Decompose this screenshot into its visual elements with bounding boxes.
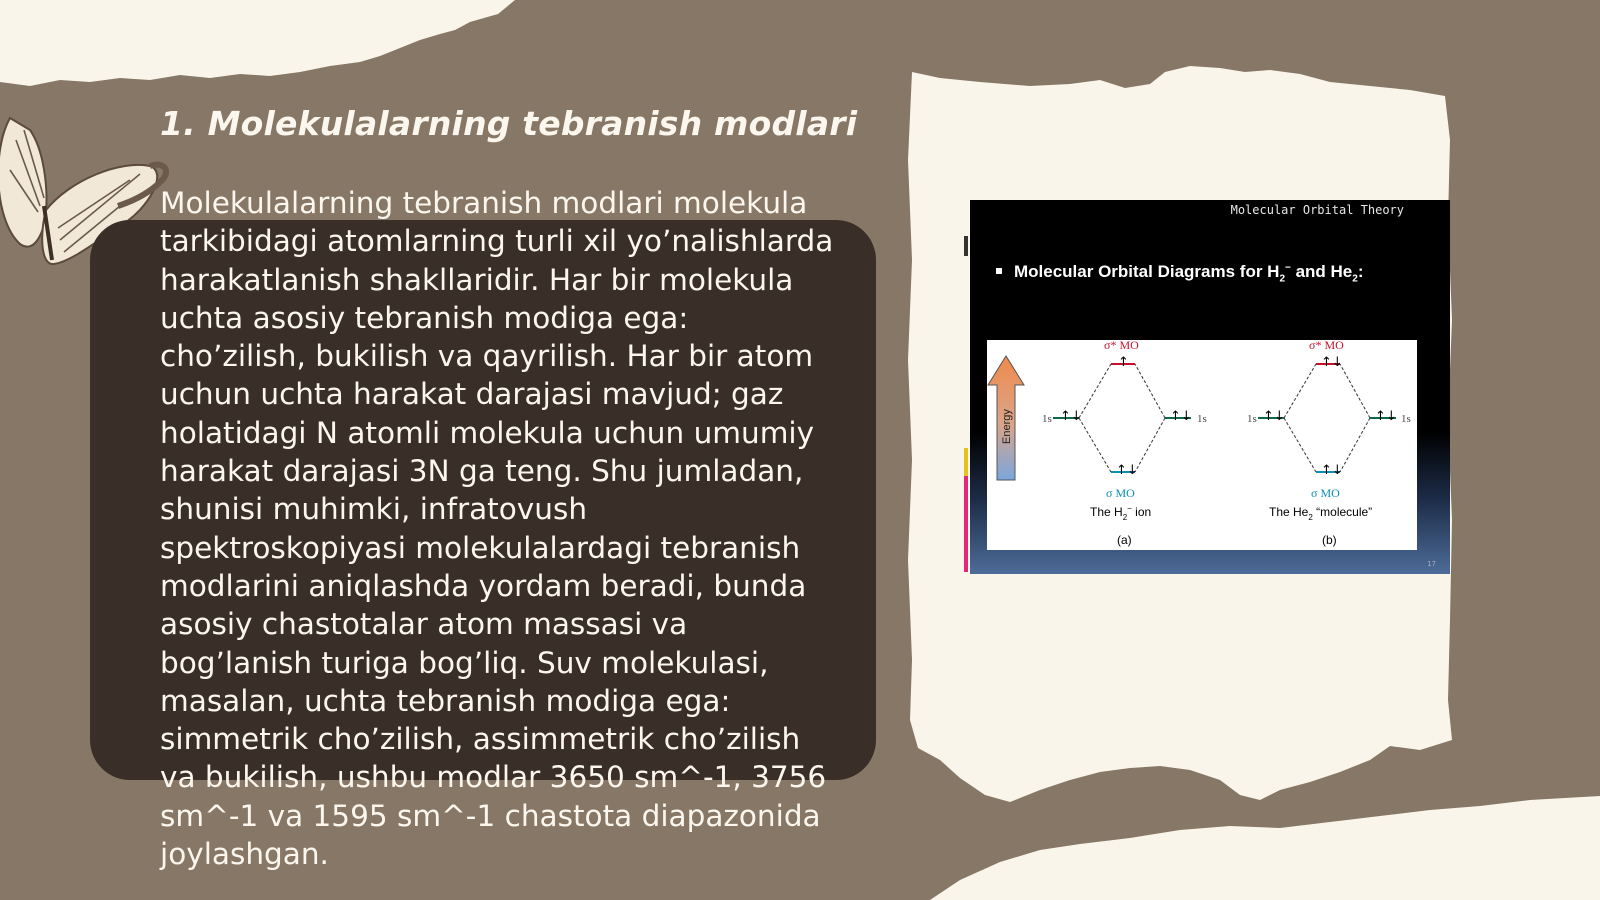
bullet-sub-2: 2 <box>1352 273 1358 285</box>
svg-text:↑↓: ↑↓ <box>1170 409 1192 424</box>
svg-text:↑↓: ↑↓ <box>1263 409 1285 424</box>
embedded-slide-image <box>970 200 1450 574</box>
mo-diagram-svg <box>987 340 1417 550</box>
ao-label-a-left: 1s <box>1042 413 1052 425</box>
tag-a: (a) <box>1117 533 1132 547</box>
slide-marker <box>964 236 968 256</box>
svg-text:↑↓: ↑↓ <box>1321 463 1343 478</box>
svg-text:↑↓: ↑↓ <box>1321 355 1343 370</box>
tag-b: (b) <box>1322 533 1337 547</box>
slide-page-number: 17 <box>1427 560 1436 568</box>
slide-bullet <box>996 262 1364 284</box>
slide-header-text: Molecular Orbital Theory <box>1230 203 1404 217</box>
caption-b: The $He_2$ “molecule” <box>1269 505 1373 522</box>
torn-paper-bottom-right <box>900 770 1600 900</box>
svg-text:↑↓: ↑↓ <box>1375 409 1397 424</box>
bullet-sup: − <box>1285 262 1291 274</box>
svg-text:↑↓: ↑↓ <box>1060 409 1082 424</box>
mo-diagram <box>987 340 1417 550</box>
body-paragraph: Molekulalarning tebranish modlari molekula tarkibidagi atomlarning turli xil yo’nalishlarda harakatlanish shakllaridir. Har bir molekula uchta asosiy tebranish modiga ega: cho’zilish, bukilish va qayrilish. Har bir atom uchun uchta harakat darajasi mavjud; gaz holatidagi N atomli molekula uchun umumiy harakat darajasi 3N ga teng. Shu jumladan, shunisi muhimki, infratovush spektroskopiyasi molekulalardagi tebranish modlarini aniqlashda yordam beradi, bunda asosiy chastotalar atom massasi va bog’lanish turiga bog’liq. Suv molekulasi, masalan, uchta tebranish modiga ega: simmetrik cho’zilish, assimmetrik cho’zilish va bukilish, ushbu modlar 3650 sm^-1, 3756 sm^-1 va 1595 sm^-1 chastota diapazonida joylashgan. <box>160 186 834 872</box>
bullet-sub: 2 <box>1279 273 1286 285</box>
sigma-star-label-a: σ* MO <box>1104 340 1139 352</box>
bullet-square-icon <box>996 268 1002 274</box>
bullet-colon: : <box>1357 262 1364 281</box>
sigma-label-b: σ MO <box>1311 486 1340 500</box>
bullet-text-mid: and He <box>1290 262 1353 281</box>
slide-title: 1. Molekulalarning tebranish modlari <box>160 104 858 143</box>
energy-label: Energy <box>1001 409 1013 444</box>
diagram-b <box>1247 340 1411 547</box>
diagram-a <box>1042 340 1207 547</box>
bullet-text: Molecular Orbital Diagrams for H <box>1014 262 1280 281</box>
caption-a: The $H_2^-$ ion <box>1090 504 1152 522</box>
ao-label-b-left: 1s <box>1247 413 1257 425</box>
svg-text:↑: ↑ <box>1118 355 1129 370</box>
sigma-star-label-b: σ* MO <box>1309 340 1344 352</box>
sigma-label-a: σ MO <box>1106 486 1135 500</box>
ao-label-a-right: 1s <box>1197 413 1207 425</box>
torn-paper-top-left <box>0 0 560 120</box>
energy-arrow-icon <box>988 356 1024 480</box>
svg-text:↑↓: ↑↓ <box>1116 463 1138 478</box>
side-accent-bar-top <box>964 448 968 476</box>
ao-label-b-right: 1s <box>1401 413 1411 425</box>
